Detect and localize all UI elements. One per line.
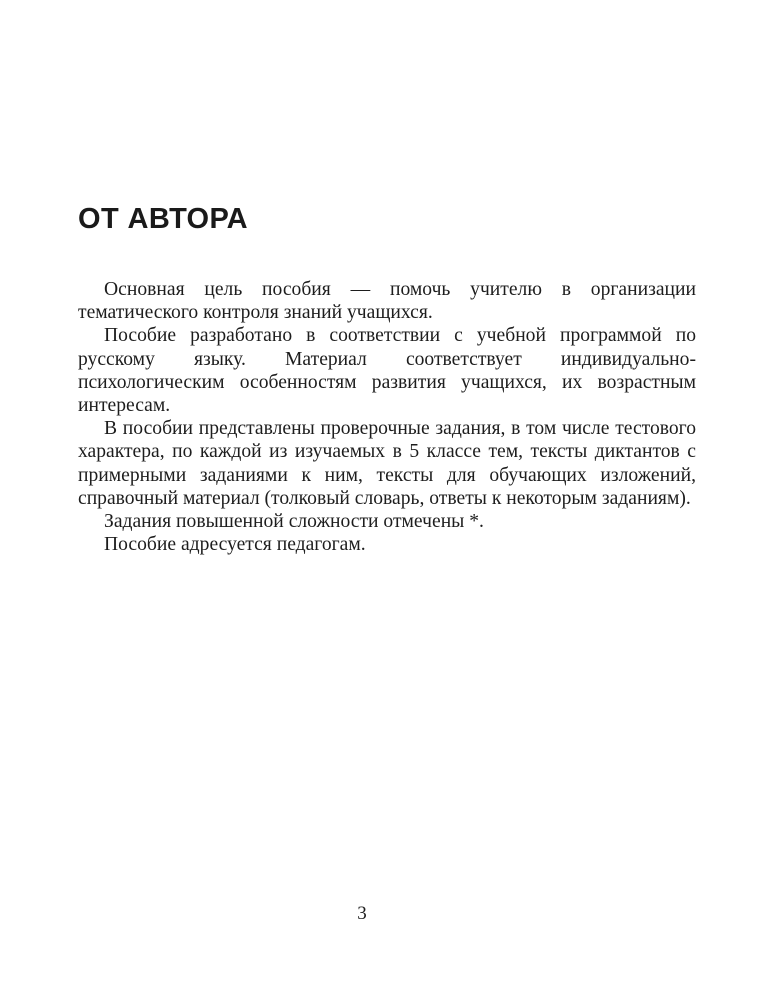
page-number: 3 xyxy=(357,903,367,924)
paragraph-5: Пособие адресуется педагогам. xyxy=(104,534,366,556)
body-text-block xyxy=(78,278,696,556)
paragraph-4: Задания повышенной сложности отмечены *. xyxy=(104,511,484,533)
page-title: ОТ АВТОРА xyxy=(78,203,248,235)
paragraph-3: В пособии представлены проверочные задания, в том числе тестового характера, по каждой из изучаемых в 5 классе тем, тексты диктантов с примерными заданиями к ним, тексты для обучающих изложений, справочный материал (толковый словарь, ответы к некоторым заданиям). xyxy=(78,418,696,509)
paragraph-2: Пособие разработано в соответствии с учебной программой по русскому языку. Материал соответствует индивидуально-психологическим особенностям развития учащихся, их возрастным интересам. xyxy=(78,325,696,417)
page-content xyxy=(78,202,696,556)
paragraph-1: Основная цель пособия — помочь учителю в организации тематического контроля знаний учащихся. xyxy=(78,279,696,324)
